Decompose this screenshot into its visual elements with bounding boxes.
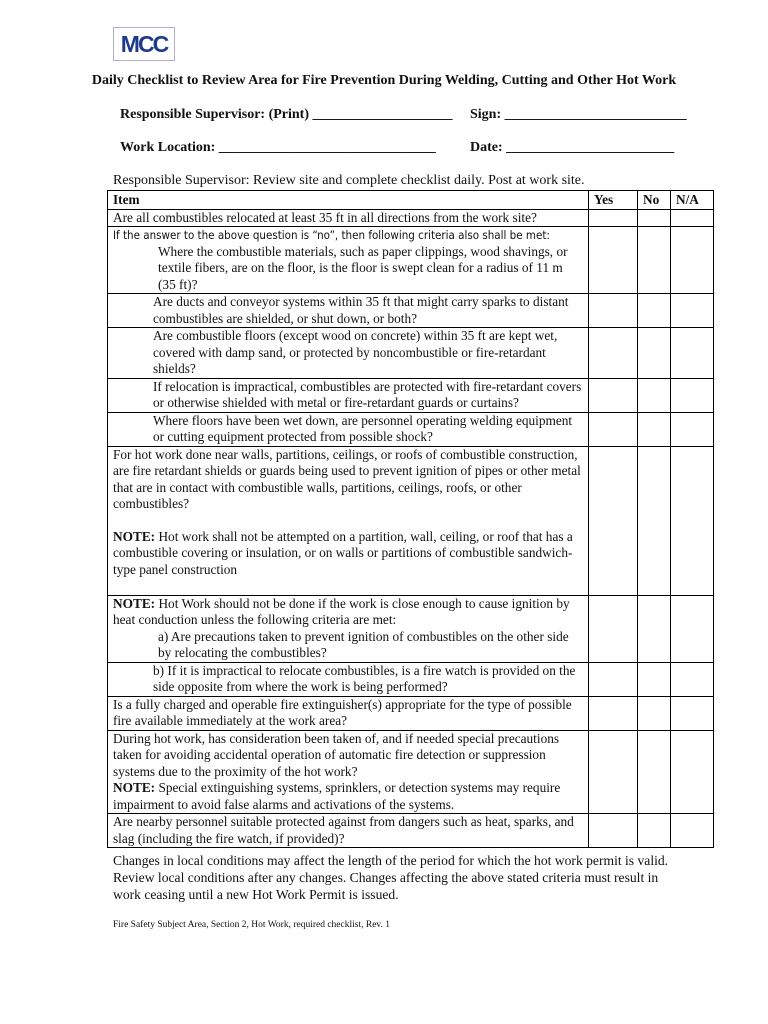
header-no: No xyxy=(638,191,671,210)
instructions-text: Responsible Supervisor: Review site and complete checklist daily. Post at work site. xyxy=(113,173,585,188)
no-cell[interactable] xyxy=(638,696,671,730)
closing-paragraph: Changes in local conditions may affect the length of the period for which the hot work permit is valid. Review local conditions after any changes. Changes affecting the above stated criteria must result in work ceasing until a new Hot Work Permit is issued. xyxy=(113,853,669,902)
item-text: Are nearby personnel suitable protected against from dangers such as heat, sparks, and slag (including the fire watch, if provided)? xyxy=(108,814,589,848)
yes-cell[interactable] xyxy=(589,662,638,696)
checklist-table xyxy=(107,190,714,848)
note-body: Hot work shall not be attempted on a partition, wall, ceiling, or roof that has a combustible covering or insulation, or on walls or partitions of combustible sandwich-type panel construction xyxy=(113,528,573,577)
date-field[interactable]: Date: ________________________ xyxy=(470,140,675,155)
yes-cell[interactable] xyxy=(589,730,638,814)
item-text: For hot work done near walls, partitions, ceilings, or roofs of combustible construction, are fire retardant shields or guards being used to prevent ignition of pipes or other metal that are in contact with combustible walls, partitions, ceilings, roofs, or other combustibles? xyxy=(113,446,581,511)
no-cell[interactable] xyxy=(638,294,671,328)
table-header-row xyxy=(108,191,714,210)
sub-item-text: Are combustible floors (except wood on concrete) within 35 ft are kept wet, covered with damp sand, or protected by noncombustible or fire-retardant shields? xyxy=(108,328,589,379)
header-na: N/A xyxy=(671,191,714,210)
sub-item-text: a) Are precautions taken to prevent ignition of combustibles on the other side by relocating the combustibles? xyxy=(158,628,569,660)
header-yes: Yes xyxy=(589,191,638,210)
note-label: NOTE: xyxy=(113,780,156,795)
table-row xyxy=(108,696,714,730)
note-text xyxy=(113,596,583,629)
sub-item-text: b) If it is impractical to relocate combustibles, is a fire watch is provided on the side opposite from where the work is being performed? xyxy=(108,662,589,696)
na-cell[interactable] xyxy=(671,227,714,294)
sub-item-text: Are ducts and conveyor systems within 35 ft that might carry sparks to distant combustibles are shielded, or shut down, or both? xyxy=(108,294,589,328)
table-row xyxy=(108,378,714,412)
table-row xyxy=(108,662,714,696)
na-cell[interactable] xyxy=(671,662,714,696)
yes-cell[interactable] xyxy=(589,227,638,294)
item-text: If the answer to the above question is “no”, then following criteria also shall be met: xyxy=(113,228,550,242)
no-cell[interactable] xyxy=(638,662,671,696)
company-logo xyxy=(113,27,175,61)
table-row xyxy=(108,446,714,595)
document-title: Daily Checklist to Review Area for Fire Prevention During Welding, Cutting and Other Hot Work xyxy=(91,73,677,88)
na-cell[interactable] xyxy=(671,378,714,412)
no-cell[interactable] xyxy=(638,227,671,294)
item-text: Is a fully charged and operable fire extinguisher(s) appropriate for the type of possible fire available immediately at the work area? xyxy=(108,696,589,730)
note-label: NOTE: xyxy=(113,528,156,544)
note-label: NOTE: xyxy=(113,595,156,611)
yes-cell[interactable] xyxy=(589,378,638,412)
yes-cell[interactable] xyxy=(589,696,638,730)
yes-cell[interactable] xyxy=(589,294,638,328)
na-cell[interactable] xyxy=(671,294,714,328)
table-row xyxy=(108,730,714,814)
supervisor-print-field[interactable]: Responsible Supervisor: (Print) ____________________ xyxy=(120,107,453,122)
header-item: Item xyxy=(108,191,589,210)
yes-cell[interactable] xyxy=(589,328,638,379)
work-location-field[interactable]: Work Location: _______________________________ xyxy=(120,140,436,155)
yes-cell[interactable] xyxy=(589,814,638,848)
sub-item-text: Where the combustible materials, such as paper clippings, wood shavings, or textile fibers, are on the floor, is the floor is swept clean for a radius of 11 m (35 ft)? xyxy=(158,243,568,292)
na-cell[interactable] xyxy=(671,446,714,595)
note-text xyxy=(113,529,583,579)
na-cell[interactable] xyxy=(671,328,714,379)
yes-cell[interactable] xyxy=(589,446,638,595)
no-cell[interactable] xyxy=(638,814,671,848)
note-text xyxy=(113,780,583,813)
na-cell[interactable] xyxy=(671,412,714,446)
no-cell[interactable] xyxy=(638,412,671,446)
footer-text: Fire Safety Subject Area, Section 2, Hot Work, required checklist, Rev. 1 xyxy=(113,920,391,930)
table-row xyxy=(108,294,714,328)
table-row xyxy=(108,595,714,662)
no-cell[interactable] xyxy=(638,595,671,662)
na-cell[interactable] xyxy=(671,814,714,848)
note-body: Hot Work should not be done if the work is close enough to cause ignition by heat conduction unless the following criteria are met: xyxy=(113,595,570,627)
yes-cell[interactable] xyxy=(589,595,638,662)
table-row xyxy=(108,814,714,848)
no-cell[interactable] xyxy=(638,328,671,379)
sign-field[interactable]: Sign: __________________________ xyxy=(470,107,687,122)
table-row xyxy=(108,328,714,379)
yes-cell[interactable] xyxy=(589,412,638,446)
na-cell[interactable] xyxy=(671,696,714,730)
no-cell[interactable] xyxy=(638,209,671,227)
note-body: Special extinguishing systems, sprinklers, or detection systems may require impairment to avoid false alarms and activations of the systems. xyxy=(113,780,561,812)
table-row xyxy=(108,412,714,446)
sub-item-text: Where floors have been wet down, are personnel operating welding equipment or cutting equipment protected from possible shock? xyxy=(108,412,589,446)
table-row xyxy=(108,227,714,294)
item-text: During hot work, has consideration been taken of, and if needed special precautions taken for avoiding accidental operation of automatic fire detection or suppression systems due to the proximity of the hot work? xyxy=(113,730,560,779)
item-text: Are all combustibles relocated at least 35 ft in all directions from the work site? xyxy=(108,209,589,227)
no-cell[interactable] xyxy=(638,446,671,595)
table-row xyxy=(108,209,714,227)
na-cell[interactable] xyxy=(671,209,714,227)
logo-text: MCC xyxy=(120,30,168,57)
na-cell[interactable] xyxy=(671,730,714,814)
na-cell[interactable] xyxy=(671,595,714,662)
sub-item-text: If relocation is impractical, combustibles are protected with fire-retardant covers or otherwise shielded with metal or fire-retardant guards or curtains? xyxy=(108,378,589,412)
yes-cell[interactable] xyxy=(589,209,638,227)
no-cell[interactable] xyxy=(638,730,671,814)
no-cell[interactable] xyxy=(638,378,671,412)
